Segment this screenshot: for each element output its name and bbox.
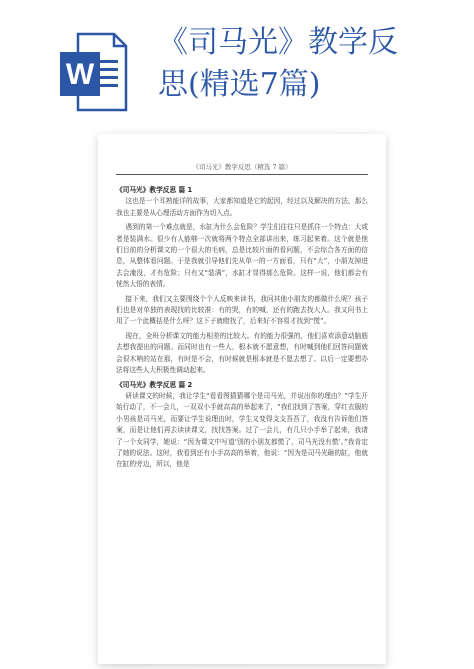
paragraph: 现在，全班分析课文的能力相差的比较大。有的能力很强的，他们喜欢添意动脑筋去想我提出的问题。而同时也有一些人，根本就不愿意想，有时喊到他们回答问题就会很木呐的站在那，有时是不会，有时候就是根本就是不愿去想了。以后一定要想办法将这些人大积极性调动起来。 [116, 331, 368, 375]
document-content [116, 185, 368, 471]
paragraph: 这也是一个耳熟能详的故事，大家都知道是它的起因，经过以及解决的方法。那么我也主要是从心理活动方面作为切入点。 [116, 197, 368, 217]
section-title-2: 《司马光》教学反思 篇 2 [116, 380, 193, 389]
document-header: 《司马光》教学反思（精选 7 篇） [116, 162, 368, 175]
document-page [98, 134, 386, 664]
word-icon-letter: W [65, 58, 95, 91]
word-document-icon [58, 30, 128, 114]
paragraph: 遇到的第一个难点就是，水缸为什么会危险？学生们往往只是抓住一个特点：大或者是装满水。很少有人能够一次就将两个特点全部讲出来，练习起来着。这个就是他们目前的分析课文的一个很大的毛病，总是比较片面的看问题，不会综合各方面的信息，从整体看问题。于是我就引导他们先从单一的一方面看，只有“大”，小朋友掉进去会淹没，才有危险；只有又“装满”，水缸才显得那么危险。这样一说，他们都会有恍然大悟的表情。 [116, 223, 368, 289]
banner-title [158, 22, 458, 106]
banner-title-line-1: 《司马光》教学反 [158, 25, 398, 60]
banner [0, 0, 474, 130]
paragraph: 接下来，我们又主要围绕个个人反映来读书，我问其他小朋友的都做什么呢？孩子们也是对单独的表现找的比较准：有的哭，有的喊，还有的跑去找大人。我又问书上用了一个此概括是什么呀？这下子就瞪找了，后来好不容易才找到“慌”。 [116, 294, 368, 326]
paragraph: 研读课文的时候，我让学生“看看图猜猜哪个是司马光，并说出你的理由？”学生开始行动了，不一会儿，一双双小手就高高的举起来了，“我们找到了答案，穿红衣服的小男孩是司马光，而要让学生说理由时，学生又变得支支吾吾了，我没有告诉他们答案，而是让他们再去读读课文，找找答案。过了一会儿，有几只小手举了起来，我请了一个女同学，她说：“因为课文中写道‘别的小朋友都慌了，司马光没有慌’。”我肯定了她的说法。这时，我看到还有小手高高的举着，他说：“因为是司马光砸的缸，他就在缸的旁边，所以，他是 [116, 391, 368, 469]
section-title-1: 《司马光》教学反思 篇 1 [116, 186, 193, 194]
banner-title-line-2: 思(精选7篇) [158, 67, 321, 102]
